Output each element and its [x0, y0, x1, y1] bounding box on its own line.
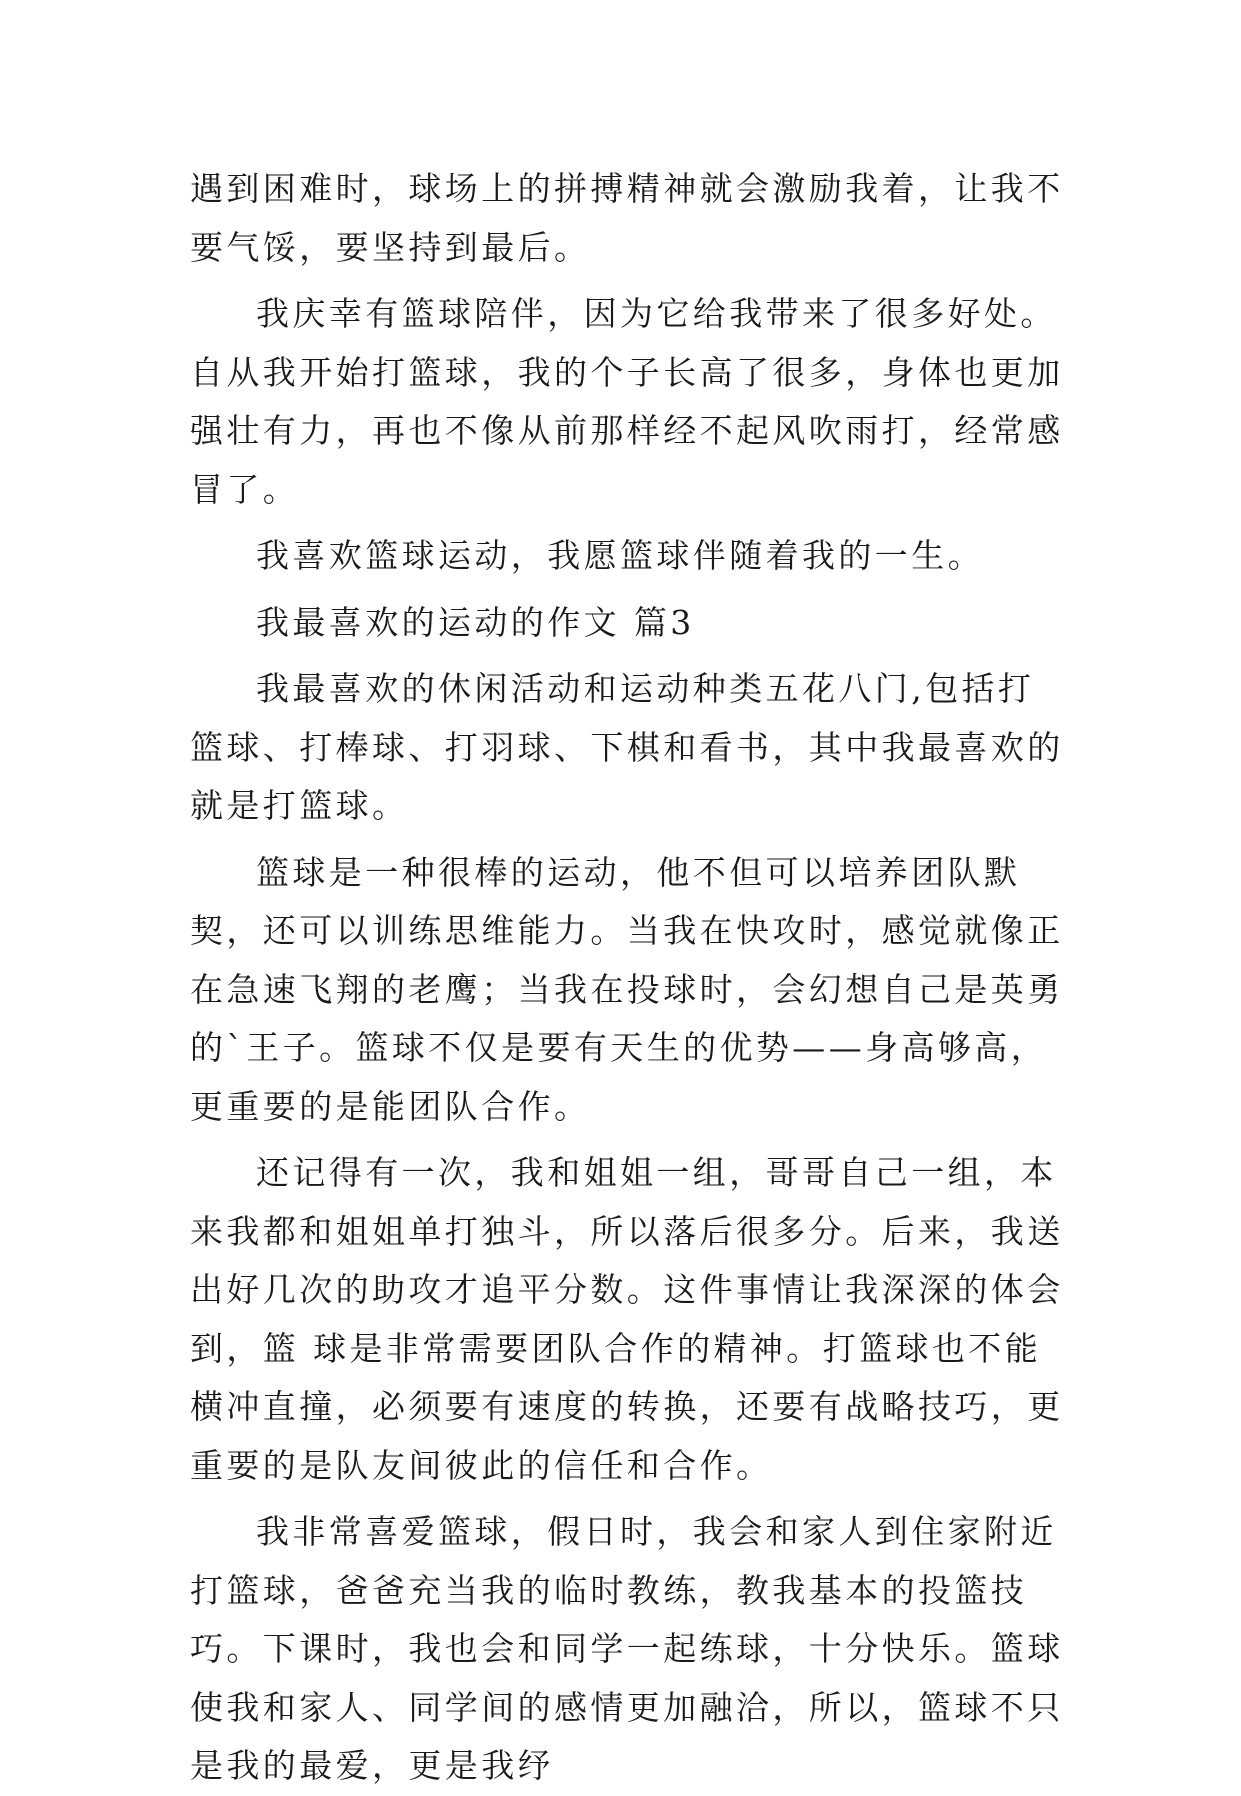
paragraph: 我最喜欢的休闲活动和运动种类五花八门,包括打篮球、打棒球、打羽球、下棋和看书，其中我最喜欢的就是打篮球。	[190, 669, 1064, 825]
paragraph-gap	[190, 519, 1070, 527]
paragraph: 还记得有一次，我和姐姐一组，哥哥自己一组，本来我都和姐姐单打独斗，所以落后很多分。后来，我送出好几次的助攻才追平分数。这件事情让我深深的体会到，篮 球是非常需要团队合作的精神。打篮球也不能横冲直撞，必须要有速度的转换，还要有战略技巧，更重要的是队友间彼此的信任和合作。	[190, 1153, 1064, 1485]
section-heading: 我最喜欢的运动的作文 篇3	[256, 602, 695, 642]
paragraph-continued: 遇到困难时，球场上的拼搏精神就会激励我着，让我不要气馁，要坚持到最后。	[190, 169, 1064, 267]
paragraph-gap	[190, 1495, 1070, 1503]
paragraph-gap	[190, 277, 1070, 285]
paragraph: 我庆幸有篮球陪伴，因为它给我带来了很多好处。自从我开始打篮球，我的个子长高了很多，身体也更加强壮有力，再也不像从前那样经不起风吹雨打，经常感冒了。	[190, 294, 1064, 509]
paragraph: 篮球是一种很棒的运动，他不但可以培养团队默契，还可以训练思维能力。当我在快攻时，感觉就像正在急速飞翔的老鹰；当我在投球时，会幻想自己是英勇的`王子。篮球不仅是要有天生的优势——身高够高，更重要的是能团队合作。	[190, 852, 1064, 1126]
paragraph-gap	[190, 652, 1070, 660]
body-text	[190, 160, 1070, 1796]
paragraph-gap	[190, 836, 1070, 844]
paragraph-gap	[190, 586, 1070, 594]
paragraph: 我非常喜爱篮球，假日时，我会和家人到住家附近打篮球，爸爸充当我的临时教练，教我基本的投篮技巧。下课时，我也会和同学一起练球，十分快乐。篮球使我和家人、同学间的感情更加融洽，所以，篮球不只是我的最爱，更是我纾	[190, 1512, 1064, 1785]
paragraph: 我喜欢篮球运动，我愿篮球伴随着我的一生。	[256, 536, 984, 575]
paragraph-gap	[190, 1136, 1070, 1144]
